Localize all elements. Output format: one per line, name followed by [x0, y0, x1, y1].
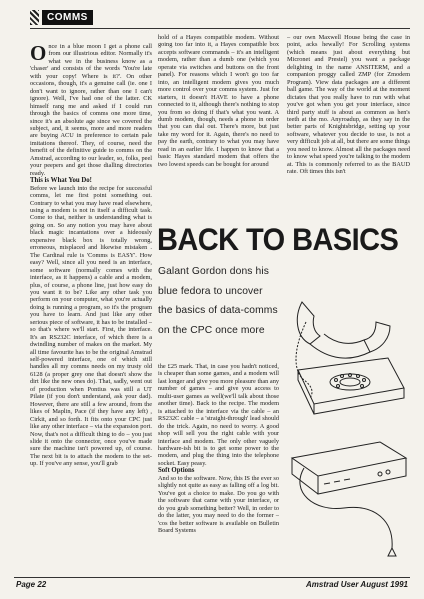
article-column-3	[287, 34, 410, 220]
phone-modem-illustration	[284, 262, 412, 569]
body-paragraph: And so to the software. Now, this IS the ever so slightly not quite as easy as falling off a log bit. You've got a choice to make. Do you go with the software that came with your interface, or do you grab something better? Well, in order to do the latter, you may need to do the former – 'cos the better software is available on Bulletin Board Systems	[158, 474, 279, 534]
body-paragraph: the £25 mark. That, in case you hadn't noticed, is cheaper than some games, and a modem will last longer and give you more pleasure than any number of games – and give you access to multi-user games as well(we'll talk about those another time). Back to the recipe. The modem is attached to the interface via the cable – an RS232C cable – a 'straight-through' lead should do the trick. Again, no need to worry. A good shop will sell you the right cable with your interface and modem. The only other vaguely hardware-ish bit is to get some power to the modem, and plug the thing into the telephone socket. Easy peasy.	[158, 363, 279, 467]
intro-paragraph	[30, 43, 152, 177]
phone-base-icon	[298, 358, 404, 404]
section-tab-stripes	[30, 10, 39, 25]
subhead-this-is-what-you-do: This is What You Do!	[30, 177, 92, 185]
body-paragraph: – our own Maxwell House being the case in point, acks hewally! For Scrolling systems (which means just about everything but Micronet and Prestel) you want a package delighting in the name ANSITERM, and a companion proggy called ZMP (for Zmodem Program). View data packages are a different ball game. The way of the world at the moment dictates that you really have to run with what you've got when you get your interface, since third party stuff is about as common as hen's teeth at the mo. Anyroadup, as they say in the better parts of Knightsbridge, setting up your software, whatever you decide to use, is not a very difficult job at all, but there are some things you need to know. Almost all the packages need to know what speed you're talking to the modem at. This is commonly referred to as the BAUD rate. Oft times this isn't	[287, 34, 410, 176]
modem-icon	[292, 442, 406, 476]
drop-cap: O	[30, 43, 47, 65]
body-paragraph: hold of a Hayes compatible modem. Without going too far into it, a Hayes compatible box accepts software commands – it's an intelligent modem, rather than a dumb one (which you operate via switches and buttons on the front panel). For reasons which I won't go too far into, an intelligent modem gives you much more control over your comms system. Just for starters, it doesn't HAVE to have a phone connected to it, although there's nothing to stop you from so doing if that's what you want. A dumb modem, though, needs a phone in order that you can dial out. There's more, but just take my word for it. Again, there's no need to pay the earth, contrary to what you may have read in an earlier life. I happen to know that a basic Hayes standard modem that offers the two lowest speeds can be bought for around	[158, 34, 279, 168]
article-column-2	[158, 34, 279, 220]
article-column-4	[158, 363, 279, 573]
subhead-soft-options: Soft Options	[158, 467, 195, 475]
page-number: Page 22	[16, 580, 47, 589]
body-paragraph: Before we launch into the recipe for successful comms, let me first point something out. Contrary to what you may have read elsewhere, using a modem is not in itself a difficult task. Come to that, neither is understanding what is going on. So any notion you may have about black magic incantations over a hideously expensive black box is totally wrong, erroneous, misplaced and likewise mistaken . The Cardinal rule is 'Comms is EASY'. How easy? Well, since all you need is an interface, some software (normally comes with the interface, as it happens) a cable and a modem, plus, of course, a phone line, just how easy do you want it to be? Like any other task you perform on your computer, what you're actually doing is running a program, so it's the program you have to learn. And just like any other serious piece of software, it has to be installed – so that's where we'll start. First, the interface. It's an RS232C interface, of which there is a dwindling number of makes on the market. My all time favourite has to be the original Amstrad self-powered interface, one of which still handles all my comms needs on my trusty old 6128 (a proper grey one that doesn't show the dirt like the new ones do). That, sadly, went out of production when Pontius was still a UT Pilate (if you don't understand, ask your dad). However, there are still a few around, from the likes of Maplin, Pace (if they have any left) , Cirkit, and so forth. It fits onto your CPC just like any other interface – via the expansion port. Now, that's not a difficult thing to do – you just slide it onto the connector, once you've made sure the machine isn't powered up, of course. The next bit is to attach the modem to the set-up. If you've any sense, you'll grab	[30, 184, 152, 468]
issue-label: Amstrad User August 1991	[306, 580, 408, 589]
section-tab	[30, 10, 93, 25]
standfirst: Galant Gordon dons his blue fedora to uncover the basics of data-comms on the CPC once more	[158, 266, 278, 336]
section-label: COMMS	[42, 10, 93, 25]
footer-rule	[14, 577, 410, 578]
intro-text: nce in a blue moon I get a phone call from our illustrious editor. Normally it's what we in the business know as a 'chaser' and consists of the words 'You're late with your copy! Where is it?'. On other occasions, though, it's a genuine call (ie. one I don't want to ignore, rather than one I can't ignore). Well, I've had one of the latter. CK himself rang me and asked if I could run through the basics of comms one more time, since it's an absolute age since we covered the subject, and, it seems, more and more readers are buying ACU in preference to certain pale imitations thereof. They, of course, need the benefit of the definitive guide to comms on the Amstrad, according to our leader, so, folks, peel your peepers and get those dialling directories ready.	[30, 43, 152, 177]
article-column-1	[30, 43, 152, 572]
header-rule	[30, 28, 410, 29]
phone-handset-icon	[297, 302, 320, 344]
headline: BACK TO BASICS	[157, 221, 399, 257]
